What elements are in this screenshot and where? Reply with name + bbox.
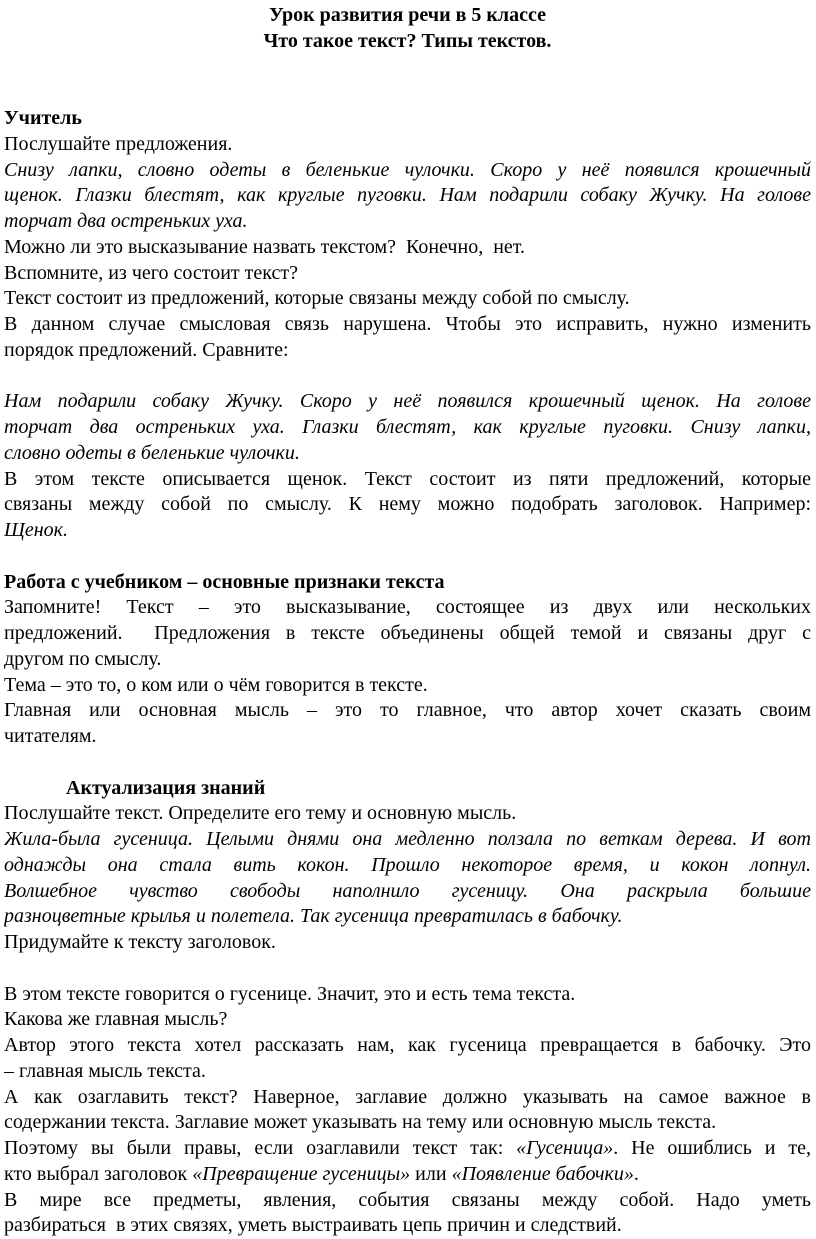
text-run: Тема – это то, о ком или о чём говорится в тексте. (4, 674, 428, 696)
text-line (4, 1059, 811, 1085)
blank-line (4, 80, 811, 106)
text-line (4, 698, 811, 724)
blank-text-line (4, 544, 811, 570)
text-line (4, 647, 811, 673)
text-line (4, 904, 811, 930)
text-line (4, 389, 811, 415)
text-run: содержании текста. Заглавие может указывать на тему или основную мысль текста. (4, 1111, 716, 1133)
text-line (4, 879, 811, 905)
text-line (4, 29, 811, 55)
paragraph (4, 801, 811, 827)
text-run: Нам подарили собаку Жучку. Скоро у неё появился крошечный щенок. На голове (4, 390, 811, 412)
text-run: . (634, 1163, 639, 1185)
text-run: . Не ошиблись и те, (613, 1137, 811, 1159)
section-heading-textbook-work (4, 570, 811, 596)
text-line (4, 1110, 811, 1136)
text-run: «Превращение гусеницы» (192, 1163, 410, 1185)
paragraph (4, 930, 811, 956)
text-line (4, 183, 811, 209)
text-line (4, 1033, 811, 1059)
blank-line (4, 544, 811, 570)
text-run: В мире все предметы, явления, события связаны между собой. Надо уметь (4, 1189, 811, 1211)
text-line (4, 338, 811, 364)
blank-text-line (4, 80, 811, 106)
text-line (4, 261, 811, 287)
text-line (4, 1188, 811, 1214)
text-line (4, 3, 811, 29)
text-run: Запомните! Текст – это высказывание, состоящее из двух или нескольких (4, 596, 811, 618)
text-line (4, 106, 811, 132)
text-line (4, 1007, 811, 1033)
blank-line (4, 364, 811, 390)
text-run: Щенок. (4, 519, 68, 541)
paragraph (4, 312, 811, 364)
text-line (4, 132, 811, 158)
blank-text-line (4, 364, 811, 390)
text-run: Урок развития речи в 5 классе (269, 4, 546, 26)
text-line (66, 776, 811, 802)
text-line (4, 801, 811, 827)
text-line (4, 1136, 811, 1162)
text-run: В этом тексте описывается щенок. Текст состоит из пяти предложений, которые (4, 468, 811, 490)
blank-line (4, 55, 811, 81)
text-run: торчат два остреньких уха. (4, 210, 248, 232)
text-run: однажды она стала вить кокон. Прошло некоторое время, и кокон лопнул. (4, 854, 811, 876)
text-line (4, 235, 811, 261)
text-run: «Появление бабочки» (452, 1163, 634, 1185)
text-run: Текст состоит из предложений, которые связаны между собой по смыслу. (4, 287, 630, 309)
paragraph (4, 286, 811, 312)
text-run: А как озаглавить текст? Наверное, заглавие должно указывать на самое важное в (4, 1086, 811, 1108)
text-run: В этом тексте говорится о гусенице. Значит, это и есть тема текста. (4, 983, 575, 1005)
caterpillar-text-paragraph (4, 827, 811, 930)
text-run: или (410, 1163, 451, 1185)
text-run: другом по смыслу. (4, 648, 161, 670)
text-run: читателям. (4, 725, 97, 747)
section-heading-actualization (4, 776, 811, 802)
doc-title-line-2 (4, 29, 811, 55)
text-run: разбираться в этих связях, уметь выстраивать цепь причин и следствий. (4, 1214, 622, 1236)
paragraph (4, 595, 811, 672)
text-run: В данном случае смысловая связь нарушена. Чтобы это исправить, нужно изменить (4, 313, 811, 335)
text-line (4, 724, 811, 750)
ordered-sentences-paragraph (4, 389, 811, 466)
text-line (4, 209, 811, 235)
text-line (4, 492, 811, 518)
paragraph (4, 132, 811, 158)
text-line (4, 1213, 811, 1239)
text-run: Учитель (4, 107, 82, 129)
paragraph (4, 1188, 811, 1239)
paragraph (4, 1033, 811, 1085)
text-line (4, 158, 811, 184)
paragraph (4, 235, 811, 261)
text-run: Придумайте к тексту заголовок. (4, 931, 276, 953)
text-run: Какова же главная мысль? (4, 1008, 227, 1030)
paragraph (4, 698, 811, 750)
paragraph (4, 1007, 811, 1033)
text-run: торчат два остреньких уха. Глазки блестят, как круглые пуговки. Снизу лапки, (4, 416, 811, 438)
text-line (4, 595, 811, 621)
paragraph (4, 261, 811, 287)
text-line (4, 1162, 811, 1188)
text-line (4, 930, 811, 956)
text-line (4, 621, 811, 647)
paragraph (4, 1136, 811, 1188)
text-line (4, 982, 811, 1008)
paragraph (4, 982, 811, 1008)
text-run: связаны между собой по смыслу. К нему можно подобрать заголовок. Например: (4, 493, 811, 515)
text-line (4, 827, 811, 853)
text-line (4, 518, 811, 544)
blank-text-line (4, 956, 811, 982)
text-run: Волшебное чувство свободы наполнило гусеницу. Она раскрыла большие (4, 880, 811, 902)
text-run: словно одеты в беленькие чулочки. (4, 442, 300, 464)
text-run: Послушайте предложения. (4, 133, 232, 155)
text-line (4, 415, 811, 441)
text-line (4, 570, 811, 596)
paragraph (4, 673, 811, 699)
teacher-label (4, 106, 811, 132)
text-run: Можно ли это высказывание назвать текстом? Конечно, нет. (4, 236, 525, 258)
text-run: разноцветные крылья и полетела. Так гусеница превратилась в бабочку. (4, 905, 623, 927)
scrambled-sentences-paragraph (4, 158, 811, 235)
text-run: «Гусеница» (516, 1137, 613, 1159)
text-run: Работа с учебником – основные признаки текста (4, 571, 445, 593)
blank-text-line (4, 750, 811, 776)
text-run: Вспомните, из чего состоит текст? (4, 262, 298, 284)
text-line (4, 441, 811, 467)
text-run: кто выбрал заголовок (4, 1163, 192, 1185)
blank-line (4, 750, 811, 776)
text-line (4, 312, 811, 338)
text-line (4, 1085, 811, 1111)
text-run: предложений. Предложения в тексте объединены общей темой и связаны друг с (4, 622, 811, 644)
text-run: щенок. Глазки блестят, как круглые пуговки. Нам подарили собаку Жучку. На голове (4, 184, 811, 206)
text-line (4, 853, 811, 879)
text-run: Автор этого текста хотел рассказать нам, как гусеница превращается в бабочку. Это (4, 1034, 811, 1056)
paragraph (4, 1085, 811, 1137)
text-run: Главная или основная мысль – это то главное, что автор хочет сказать своим (4, 699, 811, 721)
text-run: Жила-была гусеница. Целыми днями она медленно ползала по веткам дерева. И вот (4, 828, 811, 850)
text-run: Что такое текст? Типы текстов. (264, 30, 552, 52)
text-run: Поэтому вы были правы, если озаглавили текст так: (4, 1137, 516, 1159)
text-line (4, 467, 811, 493)
text-run: – главная мысль текста. (4, 1060, 206, 1082)
doc-title-line-1 (4, 3, 811, 29)
blank-text-line (4, 55, 811, 81)
text-line (4, 673, 811, 699)
blank-line (4, 956, 811, 982)
text-run: Послушайте текст. Определите его тему и основную мысль. (4, 802, 516, 824)
text-run: Актуализация знаний (66, 777, 265, 799)
paragraph (4, 467, 811, 544)
text-run: порядок предложений. Сравните: (4, 339, 289, 361)
text-line (4, 286, 811, 312)
text-run: Снизу лапки, словно одеты в беленькие чулочки. Скоро у неё появился крошечный (4, 159, 811, 181)
